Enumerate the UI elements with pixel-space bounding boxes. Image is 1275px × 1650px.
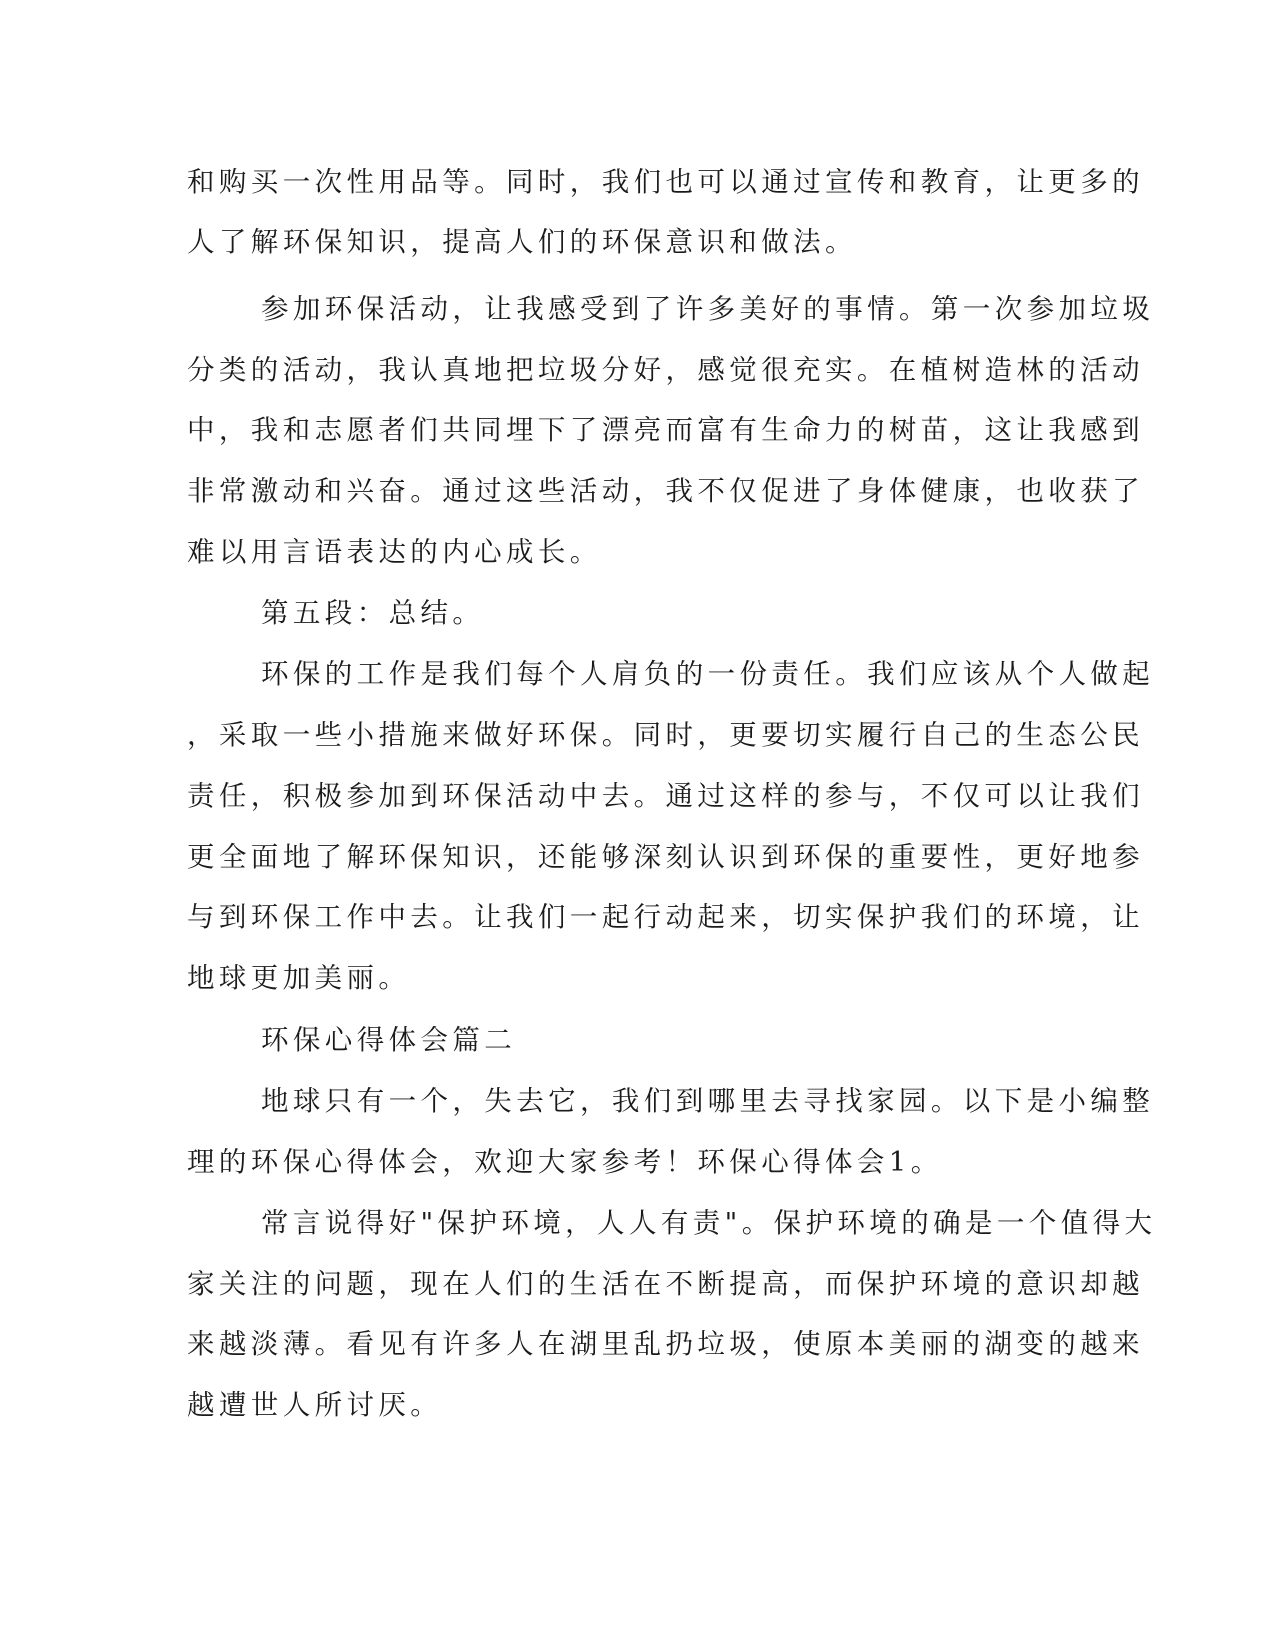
section-heading: 第五段：总结。 — [261, 597, 485, 629]
text-line: 非常激动和兴奋。通过这些活动，我不仅促进了身体健康，也收获了 — [187, 475, 1144, 507]
text-line: 来越淡薄。看见有许多人在湖里乱扔垃圾，使原本美丽的湖变的越来 — [187, 1328, 1144, 1360]
article-heading: 环保心得体会篇二 — [261, 1024, 517, 1056]
text-line: 责任，积极参加到环保活动中去。通过这样的参与，不仅可以让我们 — [187, 780, 1144, 812]
text-line: ，采取一些小措施来做好环保。同时，更要切实履行自己的生态公民 — [187, 719, 1144, 751]
text-line: 人了解环保知识，提高人们的环保意识和做法。 — [187, 226, 857, 258]
text-line: 家关注的问题，现在人们的生活在不断提高，而保护环境的意识却越 — [187, 1268, 1144, 1300]
text-line: 中，我和志愿者们共同埋下了漂亮而富有生命力的树苗，这让我感到 — [187, 414, 1144, 446]
text-line: 难以用言语表达的内心成长。 — [187, 536, 602, 568]
paragraph-first-line: 常言说得好"保护环境，人人有责"。保护环境的确是一个值得大 — [261, 1207, 1157, 1239]
text-line: 分类的活动，我认真地把垃圾分好，感觉很充实。在植树造林的活动 — [187, 354, 1144, 386]
text-line: 与到环保工作中去。让我们一起行动起来，切实保护我们的环境，让 — [187, 901, 1144, 933]
paragraph-first-line: 参加环保活动，让我感受到了许多美好的事情。第一次参加垃圾 — [261, 293, 1155, 325]
text-line: 地球更加美丽。 — [187, 962, 411, 994]
text-line: 理的环保心得体会，欢迎大家参考！环保心得体会1。 — [187, 1146, 943, 1178]
text-line: 更全面地了解环保知识，还能够深刻认识到环保的重要性，更好地参 — [187, 841, 1144, 873]
paragraph-first-line: 地球只有一个，失去它，我们到哪里去寻找家园。以下是小编整 — [261, 1085, 1155, 1117]
text-line: 越遭世人所讨厌。 — [187, 1389, 443, 1421]
paragraph-first-line: 环保的工作是我们每个人肩负的一份责任。我们应该从个人做起 — [261, 658, 1155, 690]
text-line: 和购买一次性用品等。同时，我们也可以通过宣传和教育，让更多的 — [187, 166, 1144, 198]
